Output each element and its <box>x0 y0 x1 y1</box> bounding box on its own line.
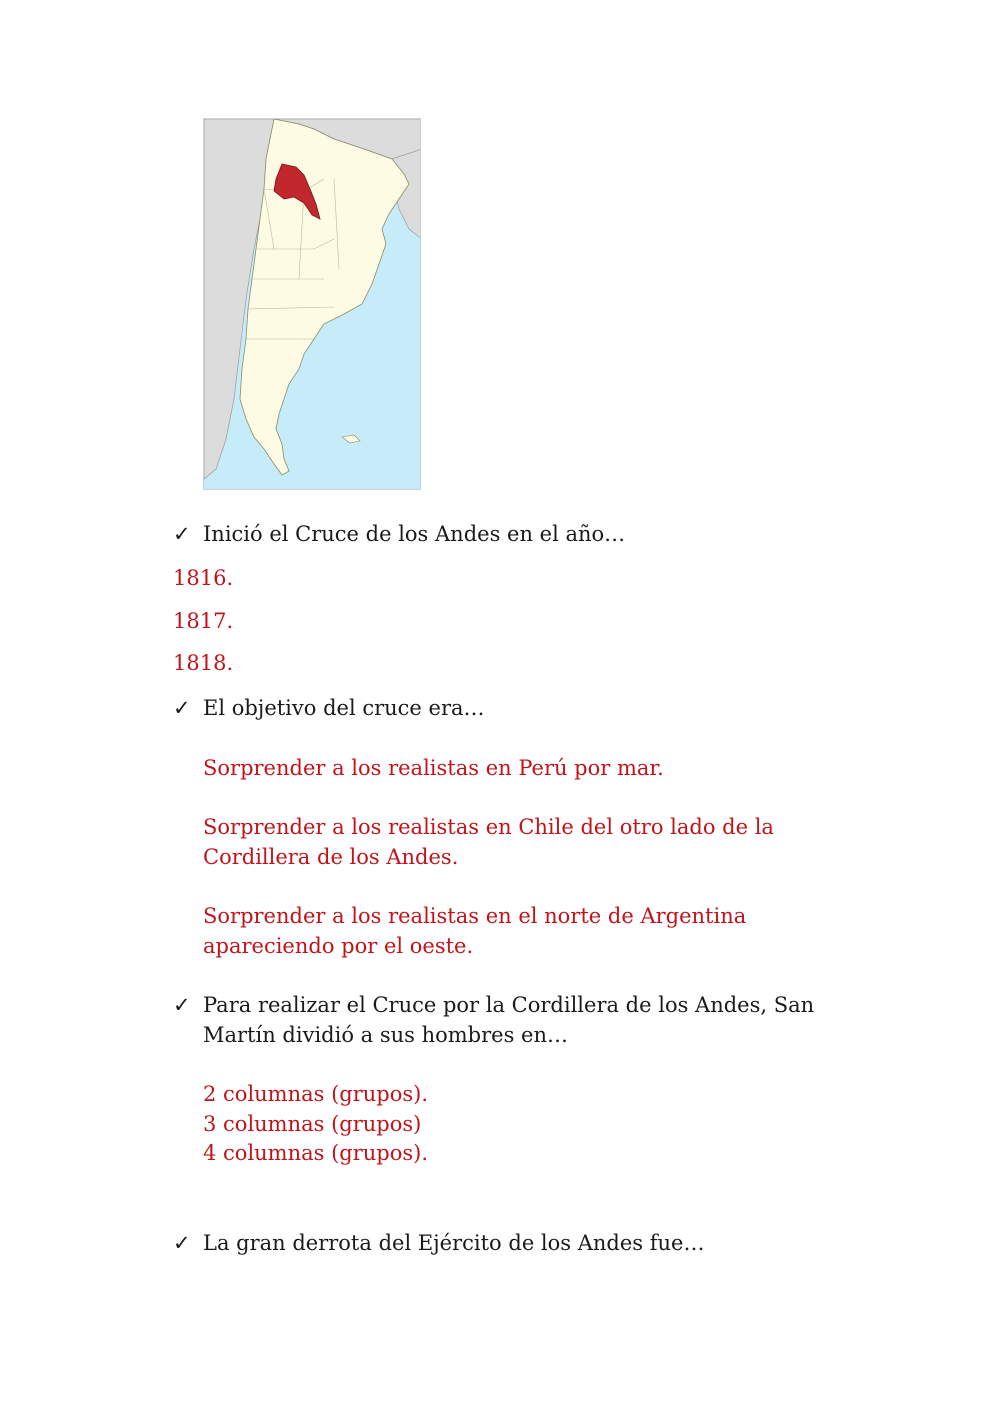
option-3-1: 2 columnas (grupos). <box>203 1082 429 1106</box>
option-1-1: 1816. <box>173 566 234 590</box>
option-1-2: 1817. <box>173 609 234 633</box>
checkmark-icon: ✓ <box>173 993 191 1017</box>
option-3-3: 4 columnas (grupos). <box>203 1141 429 1165</box>
question-1-text: Inició el Cruce de los Andes en el año… <box>203 522 626 546</box>
question-1 <box>173 519 625 549</box>
option-2-3: Sorprender a los realistas en el norte de Argentina apareciendo por el oeste. <box>203 904 747 958</box>
argentina-map-image <box>203 118 421 490</box>
option-2-1: Sorprender a los realistas en Perú por mar. <box>203 756 664 780</box>
option-1-3: 1818. <box>173 651 234 675</box>
question-3 <box>173 990 843 1050</box>
question-2-text: El objetivo del cruce era… <box>203 696 485 720</box>
question-4-text: La gran derrota del Ejército de los Andes fue… <box>203 1231 705 1255</box>
question-4 <box>173 1228 704 1258</box>
option-3-2: 3 columnas (grupos) <box>203 1112 422 1136</box>
checkmark-icon: ✓ <box>173 1231 191 1255</box>
question-3-text: Para realizar el Cruce por la Cordillera de los Andes, San Martín dividió a sus hombres en… <box>203 993 815 1047</box>
option-2-2: Sorprender a los realistas en Chile del otro lado de la Cordillera de los Andes. <box>203 815 774 869</box>
question-2 <box>173 693 485 723</box>
checkmark-icon: ✓ <box>173 522 191 546</box>
checkmark-icon: ✓ <box>173 696 191 720</box>
